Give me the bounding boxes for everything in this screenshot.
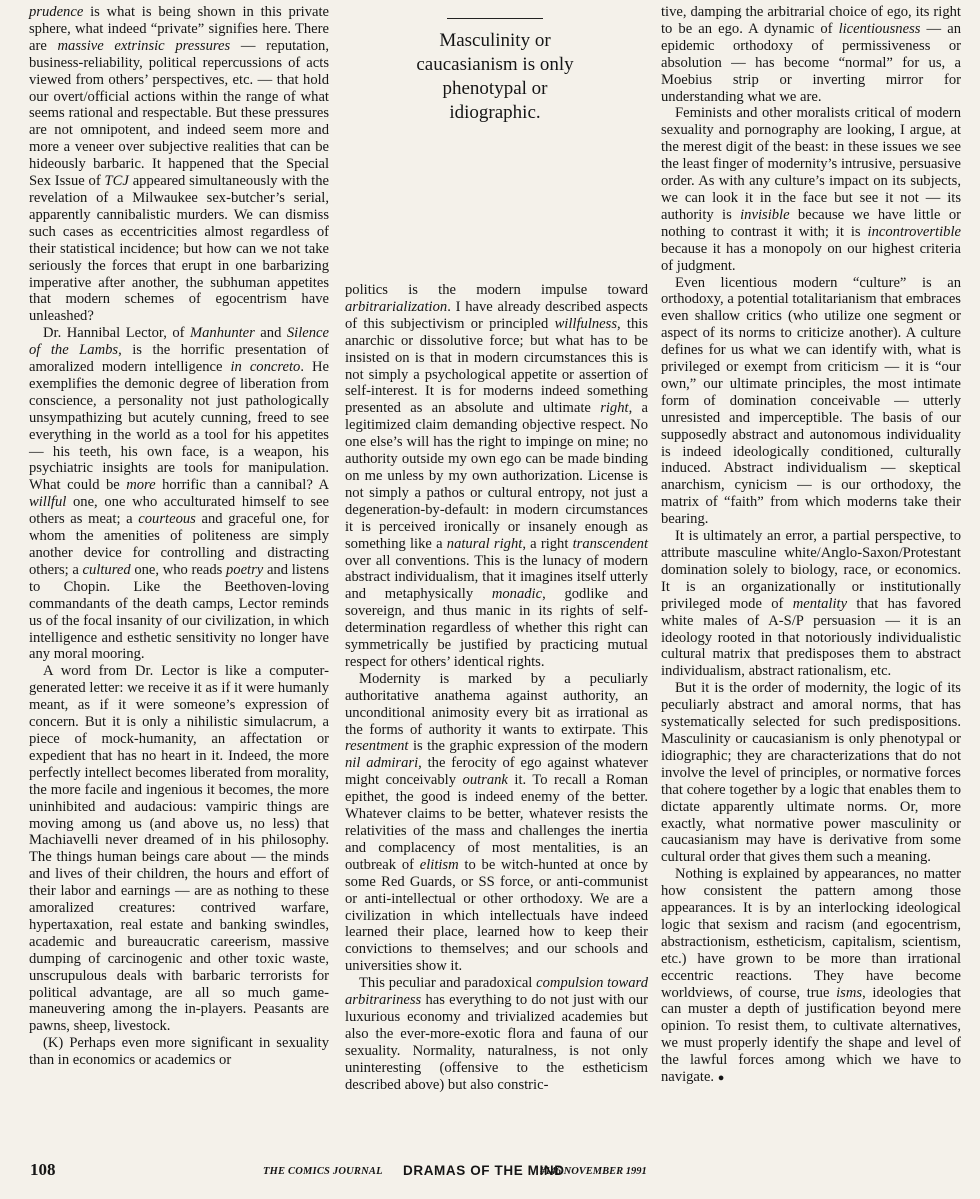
body-paragraph: A word from Dr. Lector is like a computer-generated letter: we receive it as if it were humanly meant, as if it were someone’s expression of concern. But it is only a nihilistic simulacrum, a piece of mock-humanity, an affectation or expedient that has no heart in it. Indeed, the more perfectly intellect becomes liberated from morality, the more facile and ingenious it becomes, the more uninhibited and audacious: vampiric things are moving among us (and above us, no less) that Machiavelli never dreamed of in his philosophy. The things human beings care about — the minds and lives of their children, the hours and effort of their labor and earnings — are as nothing to these amoralized creatures: contrived warfare, hypertaxation, real estate and banking swindles, academic and bureaucratic careerism, massive dumping of carcinogenic and other toxic waste, unscrupulous deals with barbaric terrorists for political advantage, are all so much game-maneuvering among the in-players. Peasants are pawns, sheep, livestock.: [29, 663, 329, 1035]
journal-name: THE COMICS JOURNAL: [263, 1166, 383, 1177]
column-middle: [345, 282, 648, 1094]
column-left: [29, 4, 329, 1069]
column-right: [661, 4, 961, 1087]
body-paragraph: But it is the order of modernity, the logic of its peculiarly abstract and amoral norms, that has systematically selected for such predispositions. Masculinity or caucasianism is only phenotypal or idiographic; they are characterizations that do not involve the level of principles, or normative forces that cohere together by a logic that enables them to dictate apparently ultimate norms. Or, more exactly, what normative power masculinity or caucasianism may have is derivative from some cultural order that gives them such a meaning.: [661, 680, 961, 866]
body-paragraph: It is ultimately an error, a partial perspective, to attribute masculine white/Anglo-Saxon/Protestant domination solely to biology, race, or economics. It is an organizationally or institutionally privileged mode of mentality that has favored white males of A-S/P persuasion — it is an ideology rooted in that notoriously individualistic cultural matrix that predisposes them to abstract individualism, abstract rationalism, etc.: [661, 528, 961, 680]
body-paragraph: (K) Perhaps even more significant in sexuality than in economics or academics or: [29, 1035, 329, 1069]
series-title: DRAMAS OF THE MIND: [403, 1163, 565, 1178]
body-paragraph: This peculiar and paradoxical compulsion toward arbitrariness has everything to do not just with our luxurious economy and trivialized academies but also the ever-more-exotic flora and fauna of our sexuality. Normality, naturalness, is not only uninteresting (offensive to the estheticism described above) but also constric-: [345, 975, 648, 1093]
body-paragraph: tive, damping the arbitrarial choice of ego, its right to be an ego. A dynamic of licentiousness — an epidemic orthodoxy of permissiveness or absolution — has become “normal” for us, a Moebius strip or inverting mirror for understanding what we are.: [661, 4, 961, 105]
pull-quote: [395, 18, 595, 125]
body-paragraph: Dr. Hannibal Lector, of Manhunter and Silence of the Lambs, is the horrific presentation of amoralized modern intelligence in concreto. He exemplifies the demonic degree of liberation from conscience, a personality not just pathologically unsympathizing but acutely cunning, freed to see everything in the world as a tool for his appetites — his teeth, his own face, is a weapon, his psychiatric insights are tools for manipulation. What could be more horrific than a cannibal? A willful one, one who acculturated himself to see others as meat; a courteous and graceful one, for whom the amenities of politeness are simply another device for controlling and distracting others; a cultured one, who reads poetry and listens to Chopin. Like the Beethoven-loving commandants of the death camps, Lector reminds us of the focal insanity of our civilization, in which intelligence and esthetic sensitivity no longer have any moral mooring.: [29, 325, 330, 663]
page-footer: [0, 1160, 980, 1184]
body-paragraph: Modernity is marked by a peculiarly authoritative anathema against authority, an unconditional animosity every bit as irrational as the forms of authority it wants to extirpate. This resentment is the graphic expression of the modern nil admirari, the ferocity of ego against whatever might conceivably outrank it. To recall a Roman epithet, the good is indeed enemy of the better. Whatever claims to be better, whatever resists the relativities of the mass and challenges the inertia and complacency of most mentalities, is an outbreak of elitism to be witch-hunted at once by some Red Guards, or SS force, or anti-communist or anti-intellectual or other orthodoxy. We are a civilization in which intellectuals have indeed learned their place, learned how to keep their convictions to themselves; and our schools and universities show it.: [345, 670, 649, 975]
page-number: 108: [30, 1160, 56, 1179]
issue-info: #146 NOVEMBER 1991: [540, 1166, 647, 1177]
body-paragraph: Even licentious modern “culture” is an orthodoxy, a potential totalitarianism that embraces even shallow critics (who utilize one segment or aspect of its norms to criticize another). A culture defines for us what we can identify with, what is privileged or exempt from criticism — it is “our own,” our ultimate principles, the most intimate form of domination conceivable — utterly unresisted and imperceptible. The basis of our supposedly abstract and autonomous individuality is indeed ideologically conditioned, culturally induced. Abstract individualism — skeptical anarchism, cynicism — is our orthodoxy, the matrix of “faith” from which moderns take their bearing.: [661, 274, 961, 528]
pull-quote-text: Masculinity or caucasianism is only phenotypal or idiographic.: [416, 30, 574, 123]
body-paragraph: Nothing is explained by appearances, no matter how consistent the pattern among those appearances. It is by an interlocking ideological logic that sexism and racism (and egocentrism, abstractionism, estheticism, capitalism, scientism, etc.) have grown to be more than irrational eccentric reactions. They have become worldviews, of course, true isms, ideologies that can muster a depth of justification beyond mere opinion. To resist them, to cultivate alternatives, we must properly identify the shape and level of the lawful forces among which we have to navigate. ●: [661, 866, 961, 1086]
pull-quote-rule: [447, 18, 543, 19]
body-paragraph: Feminists and other moralists critical of modern sexuality and pornography are looking, I argue, at the merest digit of the beast: in these issues we see the least finger of modernity’s intrusive, persuasive order. As with any culture’s impact on its subjects, we can look it in the face but see it not — its authority is invisible because we have little or nothing to contrast it with; it is incontrovertible because it has a monopoly on our highest criteria of judgment.: [661, 105, 961, 274]
body-paragraph: politics is the modern impulse toward arbitrarialization. I have already described aspects of this subjectivism or principled willfulness, this anarchic or dissolutive force; but what has to be insisted on is that in modern circumstances this is not simply a psychological appetite or assertion of self-interest. It is for moderns indeed something presented as an absolute and ultimate right, a legitimized claim demanding objective respect. No one else’s will has the right to impinge on mine; no authority outside my own ego can be made binding on me unless by my own authorization. License is not simply a pathos or cultural entropy, not just a degeneration-by-default: in modern circumstances it is perceived ironically or insanely enough as something like a natural right, a right transcendent over all conventions. This is the lunacy of modern abstract individualism, that it imagines itself utterly and metaphysically monadic, godlike and sovereign, and thus manic in its rights of self-determination regardless of whether this right can symmetrically be justified by practicing mutual respect for others’ identical rights.: [345, 282, 649, 670]
body-paragraph: prudence is what is being shown in this private sphere, what indeed “private” signifies here. There are massive extrinsic pressures — reputation, business-reliability, political repercussions of acts viewed from others’ perspectives, etc. — that hold our overt/official actions within the range of what seems rational and respectable. But these pressures are not omnipotent, and indeed seem more and more a veneer over subjective realities that can be hideously barbaric. It happened that the Special Sex Issue of TCJ appeared simultaneously with the revelation of a Milwaukee sex-butcher’s serial, apparently cannibalistic murders. We can dismiss such cases as eccentricities almost regardless of their statistical incidence; but how can we not take seriously the forces that erupt in one barbarizing imperative after another, the subhuman appetites that modern schemes of egocentrism have unleashed?: [29, 4, 329, 325]
